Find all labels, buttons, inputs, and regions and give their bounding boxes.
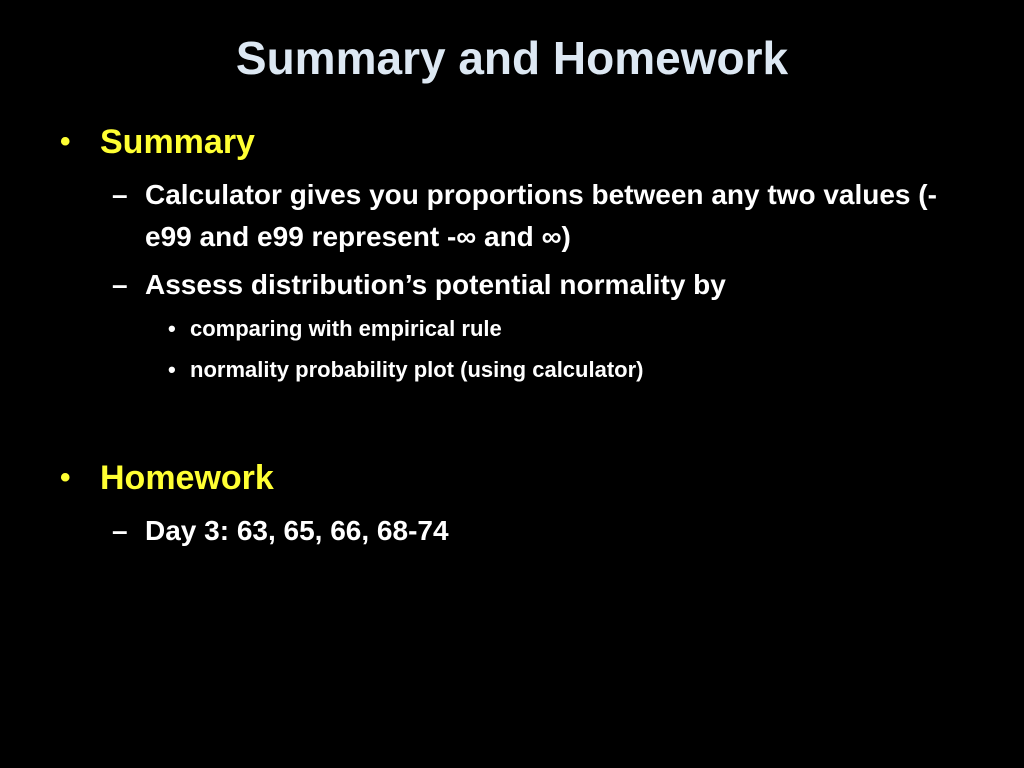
- bullet-marker: •: [60, 461, 71, 494]
- summary-subitem: [168, 314, 502, 344]
- summary-bullet: [60, 122, 255, 162]
- homework-item-text: Day 3: 63, 65, 66, 68-74: [145, 515, 449, 546]
- summary-item-text: Assess distribution’s potential normality by: [145, 269, 726, 300]
- homework-heading: Homework: [100, 459, 274, 497]
- slide-title: Summary and Homework: [235, 32, 789, 84]
- summary-item-text: Calculator gives you proportions between any two values (-e99 and e99 represent -∞ and ∞): [145, 179, 937, 252]
- dash-marker: –: [112, 515, 128, 546]
- summary-subitem: [168, 355, 643, 385]
- summary-subitem-text: normality probability plot (using calculator): [190, 357, 644, 382]
- bullet-marker: •: [168, 316, 176, 341]
- homework-bullet: [60, 458, 274, 498]
- summary-item: [112, 174, 982, 258]
- bullet-marker: •: [168, 357, 176, 382]
- bullet-marker: •: [60, 125, 71, 158]
- dash-marker: –: [112, 179, 128, 210]
- summary-item: [112, 264, 982, 306]
- summary-heading: Summary: [100, 123, 255, 161]
- homework-item: [112, 510, 982, 552]
- dash-marker: –: [112, 269, 128, 300]
- summary-subitem-text: comparing with empirical rule: [190, 316, 502, 341]
